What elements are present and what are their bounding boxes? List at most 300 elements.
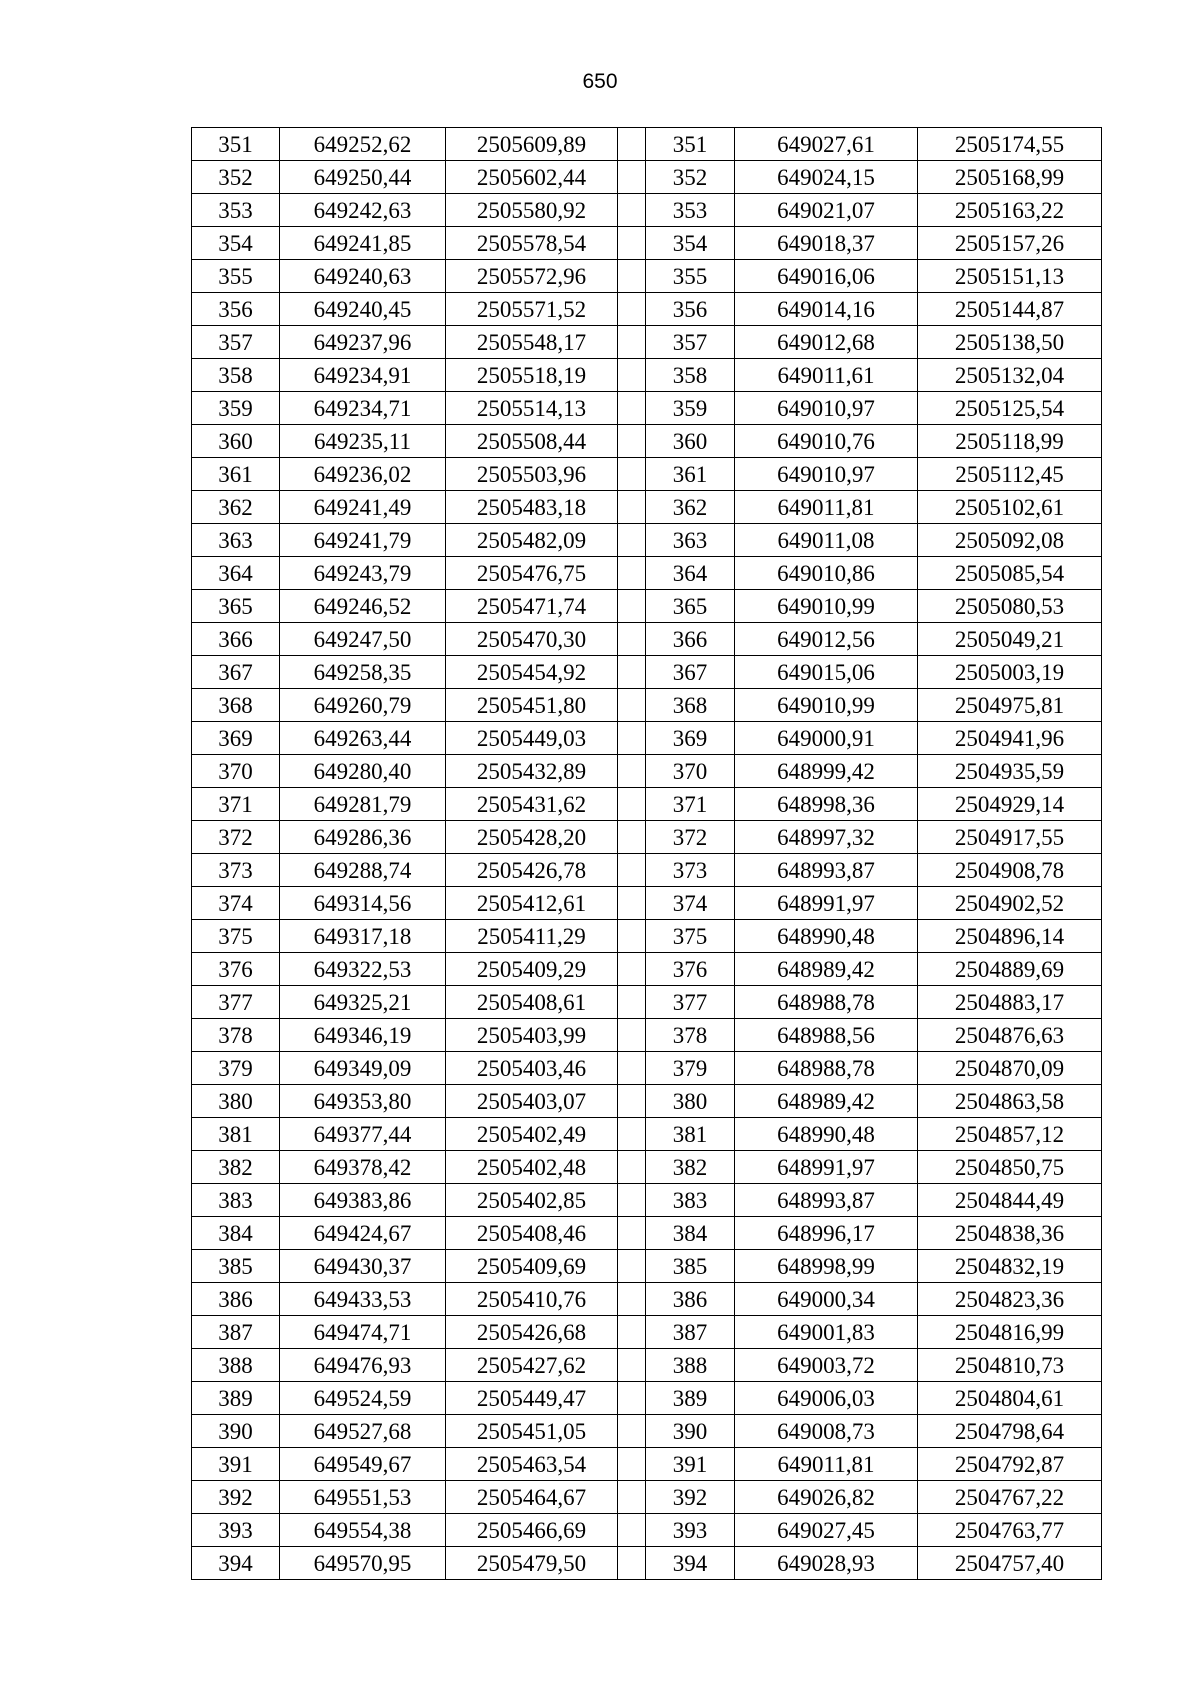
- left-point-number: 371: [192, 788, 280, 821]
- right-y-coordinate: 2504935,59: [918, 755, 1102, 788]
- right-point-number: 359: [646, 392, 735, 425]
- right-x-coordinate: 649026,82: [735, 1481, 918, 1514]
- right-x-coordinate: 649024,15: [735, 161, 918, 194]
- left-x-coordinate: 649286,36: [280, 821, 446, 854]
- right-x-coordinate: 649027,45: [735, 1514, 918, 1547]
- table-row: [192, 1514, 1102, 1547]
- left-point-number: 355: [192, 260, 280, 293]
- right-x-coordinate: 649010,97: [735, 392, 918, 425]
- right-point-number: 390: [646, 1415, 735, 1448]
- separator-cell: [618, 1448, 646, 1481]
- left-point-number: 367: [192, 656, 280, 689]
- coordinates-table-body: [192, 128, 1102, 1580]
- left-point-number: 357: [192, 326, 280, 359]
- left-y-coordinate: 2505514,13: [446, 392, 618, 425]
- right-y-coordinate: 2505151,13: [918, 260, 1102, 293]
- right-y-coordinate: 2505112,45: [918, 458, 1102, 491]
- left-x-coordinate: 649346,19: [280, 1019, 446, 1052]
- separator-cell: [618, 854, 646, 887]
- left-x-coordinate: 649322,53: [280, 953, 446, 986]
- left-y-coordinate: 2505466,69: [446, 1514, 618, 1547]
- left-x-coordinate: 649260,79: [280, 689, 446, 722]
- right-y-coordinate: 2505125,54: [918, 392, 1102, 425]
- left-x-coordinate: 649383,86: [280, 1184, 446, 1217]
- separator-cell: [618, 788, 646, 821]
- right-x-coordinate: 649021,07: [735, 194, 918, 227]
- left-y-coordinate: 2505572,96: [446, 260, 618, 293]
- left-y-coordinate: 2505426,78: [446, 854, 618, 887]
- left-x-coordinate: 649242,63: [280, 194, 446, 227]
- table-row: [192, 887, 1102, 920]
- left-y-coordinate: 2505580,92: [446, 194, 618, 227]
- right-x-coordinate: 648989,42: [735, 953, 918, 986]
- table-row: [192, 128, 1102, 161]
- left-x-coordinate: 649524,59: [280, 1382, 446, 1415]
- table-row: [192, 689, 1102, 722]
- left-x-coordinate: 649240,45: [280, 293, 446, 326]
- separator-cell: [618, 722, 646, 755]
- right-x-coordinate: 649010,99: [735, 590, 918, 623]
- left-x-coordinate: 649246,52: [280, 590, 446, 623]
- separator-cell: [618, 161, 646, 194]
- right-y-coordinate: 2504870,09: [918, 1052, 1102, 1085]
- left-y-coordinate: 2505451,05: [446, 1415, 618, 1448]
- table-row: [192, 491, 1102, 524]
- left-y-coordinate: 2505403,07: [446, 1085, 618, 1118]
- left-x-coordinate: 649281,79: [280, 788, 446, 821]
- right-y-coordinate: 2505092,08: [918, 524, 1102, 557]
- right-point-number: 372: [646, 821, 735, 854]
- table-row: [192, 557, 1102, 590]
- right-y-coordinate: 2505080,53: [918, 590, 1102, 623]
- right-x-coordinate: 649010,97: [735, 458, 918, 491]
- right-x-coordinate: 649003,72: [735, 1349, 918, 1382]
- left-x-coordinate: 649551,53: [280, 1481, 446, 1514]
- coordinates-table: [191, 127, 1102, 1580]
- right-y-coordinate: 2505168,99: [918, 161, 1102, 194]
- right-point-number: 380: [646, 1085, 735, 1118]
- table-row: [192, 854, 1102, 887]
- right-x-coordinate: 649028,93: [735, 1547, 918, 1580]
- right-x-coordinate: 648998,36: [735, 788, 918, 821]
- right-y-coordinate: 2505085,54: [918, 557, 1102, 590]
- right-x-coordinate: 649010,76: [735, 425, 918, 458]
- right-y-coordinate: 2504975,81: [918, 689, 1102, 722]
- left-x-coordinate: 649527,68: [280, 1415, 446, 1448]
- left-point-number: 391: [192, 1448, 280, 1481]
- left-y-coordinate: 2505428,20: [446, 821, 618, 854]
- right-y-coordinate: 2504917,55: [918, 821, 1102, 854]
- table-row: [192, 524, 1102, 557]
- left-x-coordinate: 649325,21: [280, 986, 446, 1019]
- right-point-number: 371: [646, 788, 735, 821]
- right-y-coordinate: 2505132,04: [918, 359, 1102, 392]
- right-point-number: 387: [646, 1316, 735, 1349]
- right-point-number: 375: [646, 920, 735, 953]
- right-y-coordinate: 2505049,21: [918, 623, 1102, 656]
- separator-cell: [618, 1415, 646, 1448]
- left-x-coordinate: 649240,63: [280, 260, 446, 293]
- right-y-coordinate: 2504850,75: [918, 1151, 1102, 1184]
- table-row: [192, 788, 1102, 821]
- right-x-coordinate: 649000,34: [735, 1283, 918, 1316]
- right-point-number: 385: [646, 1250, 735, 1283]
- left-y-coordinate: 2505464,67: [446, 1481, 618, 1514]
- left-y-coordinate: 2505409,29: [446, 953, 618, 986]
- left-point-number: 374: [192, 887, 280, 920]
- separator-cell: [618, 1382, 646, 1415]
- table-row: [192, 326, 1102, 359]
- separator-cell: [618, 1019, 646, 1052]
- left-x-coordinate: 649317,18: [280, 920, 446, 953]
- left-y-coordinate: 2505451,80: [446, 689, 618, 722]
- right-point-number: 370: [646, 755, 735, 788]
- right-point-number: 376: [646, 953, 735, 986]
- page-number: 650: [582, 70, 618, 93]
- right-y-coordinate: 2504902,52: [918, 887, 1102, 920]
- right-x-coordinate: 648988,78: [735, 986, 918, 1019]
- separator-cell: [618, 194, 646, 227]
- left-y-coordinate: 2505449,47: [446, 1382, 618, 1415]
- right-x-coordinate: 648993,87: [735, 854, 918, 887]
- right-y-coordinate: 2504876,63: [918, 1019, 1102, 1052]
- right-x-coordinate: 648988,78: [735, 1052, 918, 1085]
- left-point-number: 392: [192, 1481, 280, 1514]
- left-x-coordinate: 649430,37: [280, 1250, 446, 1283]
- right-y-coordinate: 2504792,87: [918, 1448, 1102, 1481]
- left-point-number: 388: [192, 1349, 280, 1382]
- left-point-number: 362: [192, 491, 280, 524]
- right-x-coordinate: 649006,03: [735, 1382, 918, 1415]
- right-y-coordinate: 2505102,61: [918, 491, 1102, 524]
- right-x-coordinate: 649015,06: [735, 656, 918, 689]
- right-point-number: 351: [646, 128, 735, 161]
- right-x-coordinate: 648990,48: [735, 920, 918, 953]
- right-point-number: 379: [646, 1052, 735, 1085]
- right-point-number: 388: [646, 1349, 735, 1382]
- left-x-coordinate: 649241,85: [280, 227, 446, 260]
- table-row: [192, 458, 1102, 491]
- separator-cell: [618, 326, 646, 359]
- right-point-number: 354: [646, 227, 735, 260]
- left-x-coordinate: 649474,71: [280, 1316, 446, 1349]
- left-point-number: 353: [192, 194, 280, 227]
- right-point-number: 377: [646, 986, 735, 1019]
- table-row: [192, 227, 1102, 260]
- right-point-number: 374: [646, 887, 735, 920]
- right-x-coordinate: 649010,99: [735, 689, 918, 722]
- left-y-coordinate: 2505411,29: [446, 920, 618, 953]
- separator-cell: [618, 128, 646, 161]
- table-row: [192, 953, 1102, 986]
- separator-cell: [618, 1283, 646, 1316]
- right-point-number: 383: [646, 1184, 735, 1217]
- right-x-coordinate: 649018,37: [735, 227, 918, 260]
- right-point-number: 352: [646, 161, 735, 194]
- right-x-coordinate: 649027,61: [735, 128, 918, 161]
- right-point-number: 369: [646, 722, 735, 755]
- left-x-coordinate: 649235,11: [280, 425, 446, 458]
- right-x-coordinate: 648996,17: [735, 1217, 918, 1250]
- right-x-coordinate: 648990,48: [735, 1118, 918, 1151]
- left-point-number: 379: [192, 1052, 280, 1085]
- right-y-coordinate: 2505157,26: [918, 227, 1102, 260]
- separator-cell: [618, 491, 646, 524]
- left-point-number: 364: [192, 557, 280, 590]
- right-y-coordinate: 2504838,36: [918, 1217, 1102, 1250]
- left-y-coordinate: 2505432,89: [446, 755, 618, 788]
- separator-cell: [618, 1481, 646, 1514]
- left-point-number: 383: [192, 1184, 280, 1217]
- table-row: [192, 1151, 1102, 1184]
- table-row: [192, 1547, 1102, 1580]
- separator-cell: [618, 623, 646, 656]
- right-y-coordinate: 2504857,12: [918, 1118, 1102, 1151]
- right-point-number: 394: [646, 1547, 735, 1580]
- left-point-number: 358: [192, 359, 280, 392]
- right-y-coordinate: 2504767,22: [918, 1481, 1102, 1514]
- left-x-coordinate: 649258,35: [280, 656, 446, 689]
- separator-cell: [618, 1184, 646, 1217]
- table-row: [192, 293, 1102, 326]
- left-point-number: 370: [192, 755, 280, 788]
- left-y-coordinate: 2505571,52: [446, 293, 618, 326]
- right-point-number: 362: [646, 491, 735, 524]
- table-row: [192, 656, 1102, 689]
- separator-cell: [618, 1052, 646, 1085]
- table-row: [192, 755, 1102, 788]
- separator-cell: [618, 293, 646, 326]
- right-y-coordinate: 2504929,14: [918, 788, 1102, 821]
- right-x-coordinate: 649000,91: [735, 722, 918, 755]
- right-x-coordinate: 649001,83: [735, 1316, 918, 1349]
- left-y-coordinate: 2505410,76: [446, 1283, 618, 1316]
- left-y-coordinate: 2505471,74: [446, 590, 618, 623]
- separator-cell: [618, 1085, 646, 1118]
- separator-cell: [618, 227, 646, 260]
- right-x-coordinate: 649012,56: [735, 623, 918, 656]
- right-y-coordinate: 2504823,36: [918, 1283, 1102, 1316]
- left-point-number: 377: [192, 986, 280, 1019]
- left-y-coordinate: 2505402,85: [446, 1184, 618, 1217]
- left-point-number: 376: [192, 953, 280, 986]
- left-y-coordinate: 2505609,89: [446, 128, 618, 161]
- table-row: [192, 1217, 1102, 1250]
- right-point-number: 353: [646, 194, 735, 227]
- left-point-number: 356: [192, 293, 280, 326]
- right-y-coordinate: 2504757,40: [918, 1547, 1102, 1580]
- separator-cell: [618, 656, 646, 689]
- left-x-coordinate: 649250,44: [280, 161, 446, 194]
- right-y-coordinate: 2504810,73: [918, 1349, 1102, 1382]
- right-point-number: 366: [646, 623, 735, 656]
- table-row: [192, 1382, 1102, 1415]
- left-point-number: 354: [192, 227, 280, 260]
- left-point-number: 368: [192, 689, 280, 722]
- right-point-number: 386: [646, 1283, 735, 1316]
- right-x-coordinate: 648999,42: [735, 755, 918, 788]
- left-point-number: 382: [192, 1151, 280, 1184]
- right-x-coordinate: 648988,56: [735, 1019, 918, 1052]
- table-row: [192, 1184, 1102, 1217]
- left-point-number: 387: [192, 1316, 280, 1349]
- left-x-coordinate: 649424,67: [280, 1217, 446, 1250]
- left-point-number: 381: [192, 1118, 280, 1151]
- left-y-coordinate: 2505482,09: [446, 524, 618, 557]
- separator-cell: [618, 689, 646, 722]
- left-point-number: 385: [192, 1250, 280, 1283]
- left-x-coordinate: 649570,95: [280, 1547, 446, 1580]
- table-row: [192, 590, 1102, 623]
- right-point-number: 373: [646, 854, 735, 887]
- left-y-coordinate: 2505426,68: [446, 1316, 618, 1349]
- left-x-coordinate: 649314,56: [280, 887, 446, 920]
- left-point-number: 390: [192, 1415, 280, 1448]
- left-y-coordinate: 2505503,96: [446, 458, 618, 491]
- left-y-coordinate: 2505408,61: [446, 986, 618, 1019]
- table-row: [192, 986, 1102, 1019]
- separator-cell: [618, 986, 646, 1019]
- right-y-coordinate: 2504896,14: [918, 920, 1102, 953]
- table-row: [192, 1349, 1102, 1382]
- left-x-coordinate: 649252,62: [280, 128, 446, 161]
- left-x-coordinate: 649288,74: [280, 854, 446, 887]
- table-row: [192, 722, 1102, 755]
- left-y-coordinate: 2505518,19: [446, 359, 618, 392]
- right-y-coordinate: 2504941,96: [918, 722, 1102, 755]
- right-x-coordinate: 648998,99: [735, 1250, 918, 1283]
- left-y-coordinate: 2505403,99: [446, 1019, 618, 1052]
- left-x-coordinate: 649433,53: [280, 1283, 446, 1316]
- right-x-coordinate: 648991,97: [735, 1151, 918, 1184]
- table-row: [192, 1118, 1102, 1151]
- table-row: [192, 194, 1102, 227]
- table-row: [192, 161, 1102, 194]
- left-y-coordinate: 2505483,18: [446, 491, 618, 524]
- right-y-coordinate: 2504863,58: [918, 1085, 1102, 1118]
- right-point-number: 361: [646, 458, 735, 491]
- separator-cell: [618, 260, 646, 293]
- table-row: [192, 1283, 1102, 1316]
- left-x-coordinate: 649476,93: [280, 1349, 446, 1382]
- left-point-number: 352: [192, 161, 280, 194]
- right-x-coordinate: 649011,81: [735, 1448, 918, 1481]
- left-y-coordinate: 2505602,44: [446, 161, 618, 194]
- right-x-coordinate: 648993,87: [735, 1184, 918, 1217]
- separator-cell: [618, 920, 646, 953]
- left-y-coordinate: 2505508,44: [446, 425, 618, 458]
- table-row: [192, 425, 1102, 458]
- right-y-coordinate: 2504832,19: [918, 1250, 1102, 1283]
- right-point-number: 381: [646, 1118, 735, 1151]
- right-x-coordinate: 649011,61: [735, 359, 918, 392]
- right-point-number: 393: [646, 1514, 735, 1547]
- separator-cell: [618, 821, 646, 854]
- right-point-number: 355: [646, 260, 735, 293]
- right-point-number: 360: [646, 425, 735, 458]
- separator-cell: [618, 953, 646, 986]
- right-point-number: 391: [646, 1448, 735, 1481]
- right-x-coordinate: 649016,06: [735, 260, 918, 293]
- table-row: [192, 359, 1102, 392]
- left-y-coordinate: 2505431,62: [446, 788, 618, 821]
- separator-cell: [618, 590, 646, 623]
- separator-cell: [618, 887, 646, 920]
- left-y-coordinate: 2505454,92: [446, 656, 618, 689]
- left-y-coordinate: 2505548,17: [446, 326, 618, 359]
- left-point-number: 361: [192, 458, 280, 491]
- right-x-coordinate: 649011,81: [735, 491, 918, 524]
- left-y-coordinate: 2505463,54: [446, 1448, 618, 1481]
- right-y-coordinate: 2504844,49: [918, 1184, 1102, 1217]
- right-point-number: 392: [646, 1481, 735, 1514]
- right-y-coordinate: 2504908,78: [918, 854, 1102, 887]
- left-y-coordinate: 2505578,54: [446, 227, 618, 260]
- left-point-number: 359: [192, 392, 280, 425]
- right-point-number: 368: [646, 689, 735, 722]
- table-row: [192, 920, 1102, 953]
- separator-cell: [618, 359, 646, 392]
- left-y-coordinate: 2505403,46: [446, 1052, 618, 1085]
- separator-cell: [618, 1514, 646, 1547]
- left-point-number: 366: [192, 623, 280, 656]
- separator-cell: [618, 458, 646, 491]
- left-x-coordinate: 649237,96: [280, 326, 446, 359]
- separator-cell: [618, 392, 646, 425]
- left-point-number: 365: [192, 590, 280, 623]
- table-row: [192, 1085, 1102, 1118]
- separator-cell: [618, 1349, 646, 1382]
- left-x-coordinate: 649247,50: [280, 623, 446, 656]
- right-x-coordinate: 648989,42: [735, 1085, 918, 1118]
- left-x-coordinate: 649241,79: [280, 524, 446, 557]
- left-x-coordinate: 649236,02: [280, 458, 446, 491]
- right-x-coordinate: 649014,16: [735, 293, 918, 326]
- left-x-coordinate: 649234,91: [280, 359, 446, 392]
- left-point-number: 384: [192, 1217, 280, 1250]
- right-x-coordinate: 649012,68: [735, 326, 918, 359]
- left-point-number: 351: [192, 128, 280, 161]
- right-point-number: 356: [646, 293, 735, 326]
- right-point-number: 367: [646, 656, 735, 689]
- right-point-number: 363: [646, 524, 735, 557]
- separator-cell: [618, 755, 646, 788]
- left-y-coordinate: 2505402,49: [446, 1118, 618, 1151]
- right-point-number: 389: [646, 1382, 735, 1415]
- left-x-coordinate: 649378,42: [280, 1151, 446, 1184]
- table-row: [192, 260, 1102, 293]
- right-point-number: 378: [646, 1019, 735, 1052]
- left-point-number: 393: [192, 1514, 280, 1547]
- separator-cell: [618, 425, 646, 458]
- left-x-coordinate: 649234,71: [280, 392, 446, 425]
- left-point-number: 363: [192, 524, 280, 557]
- left-y-coordinate: 2505409,69: [446, 1250, 618, 1283]
- left-point-number: 380: [192, 1085, 280, 1118]
- separator-cell: [618, 1250, 646, 1283]
- left-point-number: 360: [192, 425, 280, 458]
- right-y-coordinate: 2505118,99: [918, 425, 1102, 458]
- left-y-coordinate: 2505408,46: [446, 1217, 618, 1250]
- right-point-number: 364: [646, 557, 735, 590]
- right-y-coordinate: 2504889,69: [918, 953, 1102, 986]
- right-point-number: 358: [646, 359, 735, 392]
- left-y-coordinate: 2505402,48: [446, 1151, 618, 1184]
- left-point-number: 389: [192, 1382, 280, 1415]
- left-x-coordinate: 649243,79: [280, 557, 446, 590]
- left-point-number: 372: [192, 821, 280, 854]
- right-x-coordinate: 648997,32: [735, 821, 918, 854]
